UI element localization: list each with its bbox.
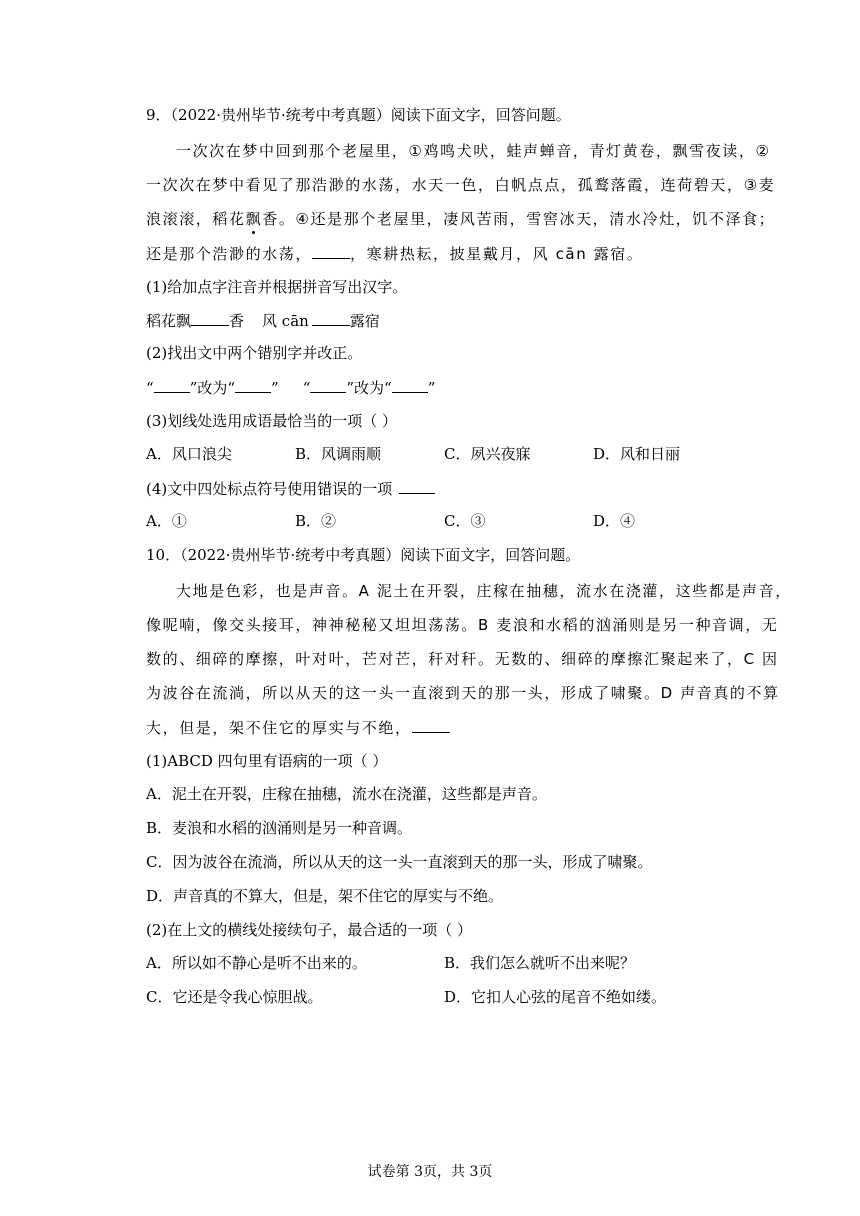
answer-blank-7 (399, 478, 435, 494)
q9-sub4-option-b: B．② (295, 512, 337, 530)
continuation-blank (412, 717, 450, 733)
q10-sub2-option-d: D．它扣人心弦的尾音不绝如缕。 (444, 988, 667, 1006)
q9-title: 9．（2022·贵州毕节·统考中考真题）阅读下面文字，回答问题。 (146, 106, 571, 124)
q9-sub3-option-c: C．夙兴夜寐 (444, 445, 531, 463)
q9-sub4-option-c: C．③ (444, 512, 486, 530)
q10-passage-line-3: 数的、细碎的摩擦，叶对叶，芒对芒，秆对秆。无数的、细碎的摩擦汇聚起来了，C 因 (146, 650, 779, 668)
q10-passage-line-5a: 大，但是，架不住它的厚实与不绝， (146, 719, 412, 737)
q9-sub1: (1)给加点字注音并根据拼音写出汉字。 (146, 278, 408, 296)
q9-passage-line-4b: ，寒耕热耘，披星戴月，风 cān 露宿。 (350, 245, 644, 263)
answer-blank-5 (310, 377, 346, 393)
q9-sub1-answer-line (146, 310, 380, 331)
q10-sub2-option-a: A．所以如不静心是听不出来的。 (146, 954, 367, 972)
q9-passage-line-1: 一次次在梦中回到那个老屋里，①鸡鸣犬吠，蛙声蝉音，青灯黄卷，飘雪夜读，② (176, 142, 771, 160)
sub1-text-4: 露宿 (349, 312, 380, 330)
q10-sub2-option-c: C．它还是令我心惊胆战。 (146, 988, 323, 1006)
q9-sub3-option-b: B．风调雨顺 (295, 445, 382, 463)
q9-passage-line-2: 一次次在梦中看见了那浩渺的水荡，水天一色，白帆点点，孤鹜落霞，连荷碧天，③麦 (146, 176, 776, 194)
q9-passage-line-3a: 浪滚滚，稻花 (146, 210, 246, 228)
q10-sub2: (2)在上文的横线处接续句子，最合适的一项（ ） (146, 921, 473, 939)
q9-sub2-answer-line (146, 377, 435, 398)
quote-change: ”改为“ (346, 379, 392, 397)
q10-sub1-option-b: B．麦浪和水稻的汹涌则是另一种音调。 (146, 819, 413, 837)
q10-passage-line-5 (146, 717, 450, 738)
q10-passage-line-2: 像呢喃，像交头接耳，神神秘秘又坦坦荡荡。B 麦浪和水稻的汹涌则是另一种音调，无 (146, 616, 779, 634)
dotted-char: 飘 (245, 210, 263, 228)
answer-blank-6 (392, 377, 428, 393)
q10-sub1-option-d: D．声音真的不算大，但是，架不住它的厚实与不绝。 (146, 887, 504, 905)
q9-sub3-option-d: D．风和日丽 (593, 445, 681, 463)
q10-passage-line-4: 为波谷在流淌，所以从天的这一头一直滚到天的那一头，形成了啸聚。D 声音真的不算 (146, 684, 780, 702)
answer-blank-1 (191, 310, 229, 326)
sub1-text-3: 风 cān (262, 312, 309, 330)
quote-close: ” (427, 379, 436, 397)
sub1-text-2: 香 (229, 312, 245, 330)
sub1-text-1: 稻花飘 (146, 312, 192, 330)
idiom-blank (312, 243, 350, 259)
q9-sub3: (3)划线处选用成语最恰当的一项（ ） (146, 412, 398, 430)
q9-sub3-option-a: A．风口浪尖 (146, 445, 232, 463)
quote-change: ”改为“ (189, 379, 236, 397)
q9-passage-line-4 (146, 243, 644, 264)
q10-sub1-option-a: A．泥土在开裂，庄稼在抽穗，流水在浇灌，这些都是声音。 (146, 785, 547, 803)
quote-open: “ (146, 379, 154, 397)
q9-sub4-line (146, 478, 435, 499)
q10-sub1: (1)ABCD 四句里有语病的一项（ ） (146, 752, 388, 770)
q9-passage-line-3 (146, 209, 775, 229)
q9-sub4: (4)文中四处标点符号使用错误的一项 (146, 480, 393, 498)
q9-passage-line-4a: 还是那个浩渺的水荡， (146, 245, 313, 263)
answer-blank-4 (235, 377, 271, 393)
page-footer: 试卷第 3页，共 3页 (367, 1164, 493, 1180)
q9-passage-line-3b: 香。④还是那个老屋里，凄风苦雨，雪窖冰天，清水冷灶，饥不泽食； (262, 210, 776, 228)
quote-open: “ (302, 379, 311, 397)
quote-close: ” (271, 379, 279, 397)
answer-blank-2 (312, 310, 350, 326)
q10-passage-line-1: 大地是色彩，也是声音。A 泥土在开裂，庄稼在抽穗，流水在浇灌，这些都是声音， (176, 582, 792, 600)
q9-sub4-option-d: D．④ (593, 512, 636, 530)
q10-title: 10．（2022·贵州毕节·统考中考真题）阅读下面文字，回答问题。 (146, 546, 581, 564)
q9-sub2: (2)找出文中两个错别字并改正。 (146, 344, 363, 362)
q9-sub4-option-a: A．① (146, 512, 187, 530)
q10-sub1-option-c: C．因为波谷在流淌，所以从天的这一头一直滚到天的那一头，形成了啸聚。 (146, 853, 653, 871)
q10-sub2-option-b: B．我们怎么就听不出来呢？ (444, 954, 636, 972)
answer-blank-3 (154, 377, 190, 393)
